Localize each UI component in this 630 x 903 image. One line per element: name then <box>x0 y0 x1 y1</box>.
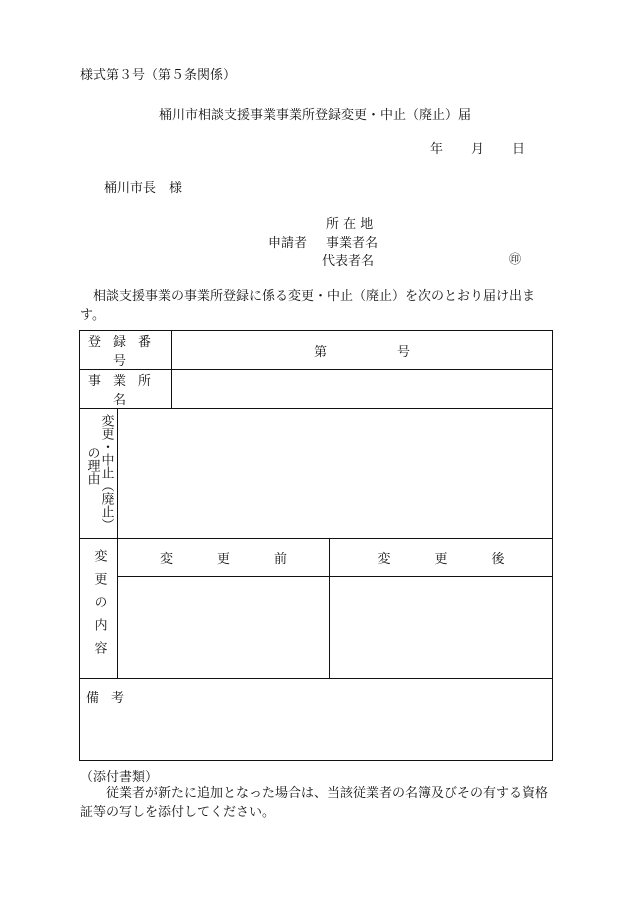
change-details-label-cell <box>80 539 118 679</box>
after-label: 変更後 <box>377 552 549 567</box>
office-name-label: 事業所名 <box>88 374 164 408</box>
date-line <box>430 138 525 157</box>
registration-number-value-cell <box>172 331 553 370</box>
registration-number-label: 登録番号 <box>88 335 164 369</box>
attachments-title: （添付書類） <box>80 770 159 785</box>
addressee: 桶川市長 様 <box>104 181 183 196</box>
remarks-cell <box>80 679 553 761</box>
reason-value-cell <box>118 409 553 539</box>
remarks-row <box>80 679 553 761</box>
form-table <box>79 330 553 761</box>
change-details-header-row <box>80 539 553 577</box>
reason-row <box>80 409 553 539</box>
remarks-label: 備考 <box>86 691 137 706</box>
reason-label-main: 変更・中止（廃止） <box>98 413 114 531</box>
date-year-label: 年 <box>430 142 444 157</box>
applicant-address-label: 所 在 地 <box>326 217 374 232</box>
form-number: 様式第３号（第５条関係） <box>80 68 237 83</box>
statement-text: 相談支援事業の事業所登録に係る変更・中止（廃止）を次のとおり届け出ます。 <box>80 289 536 323</box>
date-month-label: 月 <box>471 142 485 157</box>
registration-number-label-cell <box>80 331 172 370</box>
before-header-cell <box>118 539 330 577</box>
applicant-business-name-label: 事業者名 <box>326 236 379 251</box>
applicant-role-label: 申請者 <box>268 236 308 251</box>
date-day-label: 日 <box>512 142 526 157</box>
seal-mark: ㊞ <box>509 252 522 266</box>
change-details-body-row <box>80 577 553 679</box>
registration-number-row <box>80 331 553 370</box>
applicant-representative-label: 代表者名 <box>322 254 375 269</box>
document-title: 桶川市相談支援事業事業所登録変更・中止（廃止）届 <box>158 108 471 123</box>
office-name-label-cell <box>80 370 172 409</box>
change-details-label: 変更の内容 <box>91 549 107 664</box>
attachments-text: 従業者が新たに追加となった場合は、当該従業者の名簿及びその有する資格証等の写しを添付してください。 <box>80 786 549 820</box>
after-value-cell <box>330 577 553 679</box>
before-value-cell <box>118 577 330 679</box>
after-header-cell <box>330 539 553 577</box>
number-suffix: 号 <box>397 344 411 360</box>
reason-label-cell <box>80 409 118 539</box>
before-label: 変更前 <box>160 552 332 567</box>
office-name-value-cell <box>172 370 553 409</box>
registration-number-value <box>172 341 552 360</box>
number-prefix: 第 <box>314 344 328 360</box>
reason-label-sub: の理由 <box>84 445 100 485</box>
office-name-row <box>80 370 553 409</box>
